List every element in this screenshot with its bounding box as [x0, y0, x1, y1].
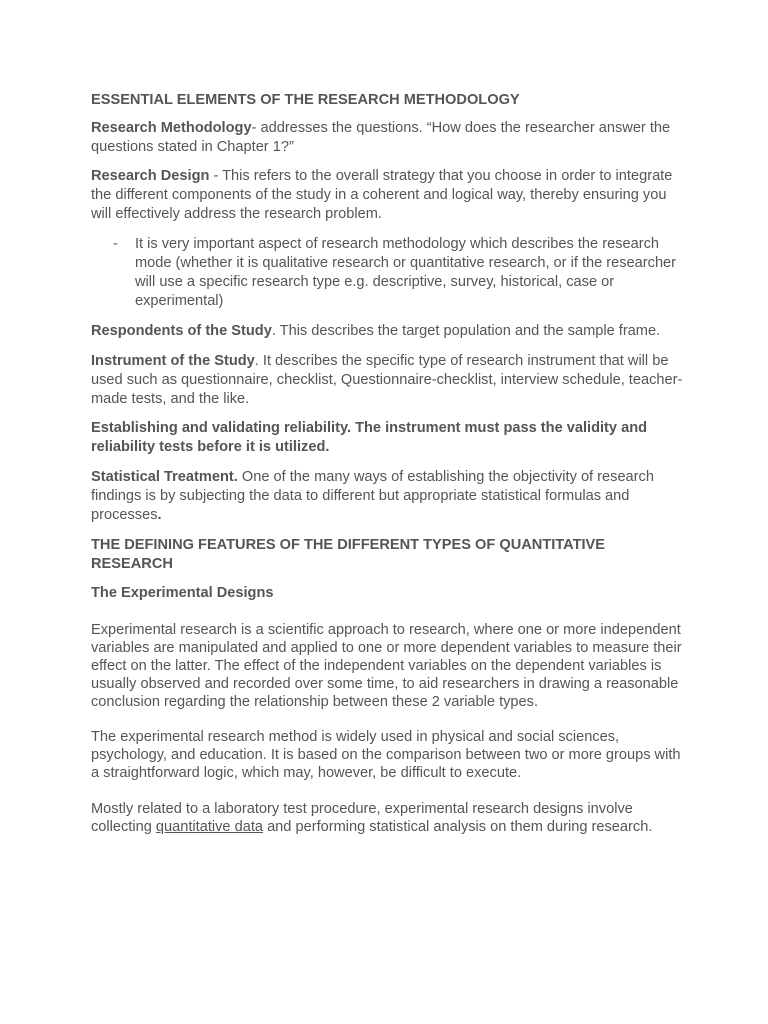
paragraph-respondents	[91, 322, 688, 341]
research-design-bullet	[91, 235, 688, 311]
term-respondents: Respondents of the Study	[91, 323, 272, 339]
paragraph-experimental-2: The experimental research method is widely used in physical and social sciences, psychology, and education. It is based on the comparison between two or more groups with a straightforward logic, which may, however, be difficult to execute.	[91, 729, 681, 781]
term-instrument: Instrument of the Study	[91, 353, 255, 369]
paragraph-experimental-1: Experimental research is a scientific approach to research, where one or more independent variables are manipulated and applied to one or more dependent variables to measure their effect on the latter. The effect of the independent variables on the dependent variables is usually observed and recorded over some time, to aid researchers in drawing a reasonable conclusion regarding the relationship between these 2 variable types.	[91, 622, 682, 710]
term-statistical-treatment: Statistical Treatment.	[91, 469, 238, 485]
text-instrument: . It describes the specific type of research instrument that will be used such as questionnaire, checklist, Questionnaire-checklist, interview schedule, teacher-made tests, and the like.	[91, 353, 683, 407]
document-title: ESSENTIAL ELEMENTS OF THE RESEARCH METHODOLOGY	[91, 92, 520, 108]
text-experimental-3-start: Mostly related to a laboratory test procedure, experimental research designs involve collecting	[91, 801, 633, 835]
subtitle-experimental-designs: The Experimental Designs	[91, 585, 274, 601]
text-statistical-treatment: One of the many ways of establishing the objectivity of research findings is by subjecting the data to different but appropriate statistical formulas and processes	[91, 469, 654, 523]
text-research-methodology: - addresses the questions. “How does the researcher answer the questions stated in Chapter 1?”	[91, 120, 671, 155]
paragraph-research-methodology	[91, 119, 688, 157]
statistical-period: .	[157, 507, 162, 523]
paragraph-reliability: Establishing and validating reliability. The instrument must pass the validity and reliability tests before it is utilized.	[91, 420, 648, 455]
paragraph-research-design	[91, 167, 688, 224]
link-quantitative-data[interactable]: quantitative data	[155, 819, 264, 835]
text-respondents: . This describes the target population and the sample frame.	[271, 323, 661, 339]
text-experimental-3-end: and performing statistical analysis on them during research.	[263, 819, 653, 835]
section-title-quantitative: THE DEFINING FEATURES OF THE DIFFERENT TYPES OF QUANTITATIVE RESEARCH	[91, 537, 606, 572]
paragraph-statistical-treatment	[91, 468, 688, 525]
term-research-design: Research Design	[91, 168, 210, 184]
bullet-text: It is very important aspect of research methodology which describes the research mode (whether it is qualitative research or quantitative research, or if the researcher will use a specific research type e.g. descriptive, survey, historical, case or experimental)	[135, 236, 677, 309]
term-research-methodology: Research Methodology	[91, 120, 252, 136]
paragraph-instrument	[91, 352, 688, 409]
bullet-dash: -	[113, 236, 118, 252]
text-research-design: - This refers to the overall strategy that you choose in order to integrate the different components of the study in a coherent and logical way, thereby ensuring you will effectively address the research problem.	[91, 168, 673, 222]
paragraph-experimental-3	[91, 800, 688, 836]
